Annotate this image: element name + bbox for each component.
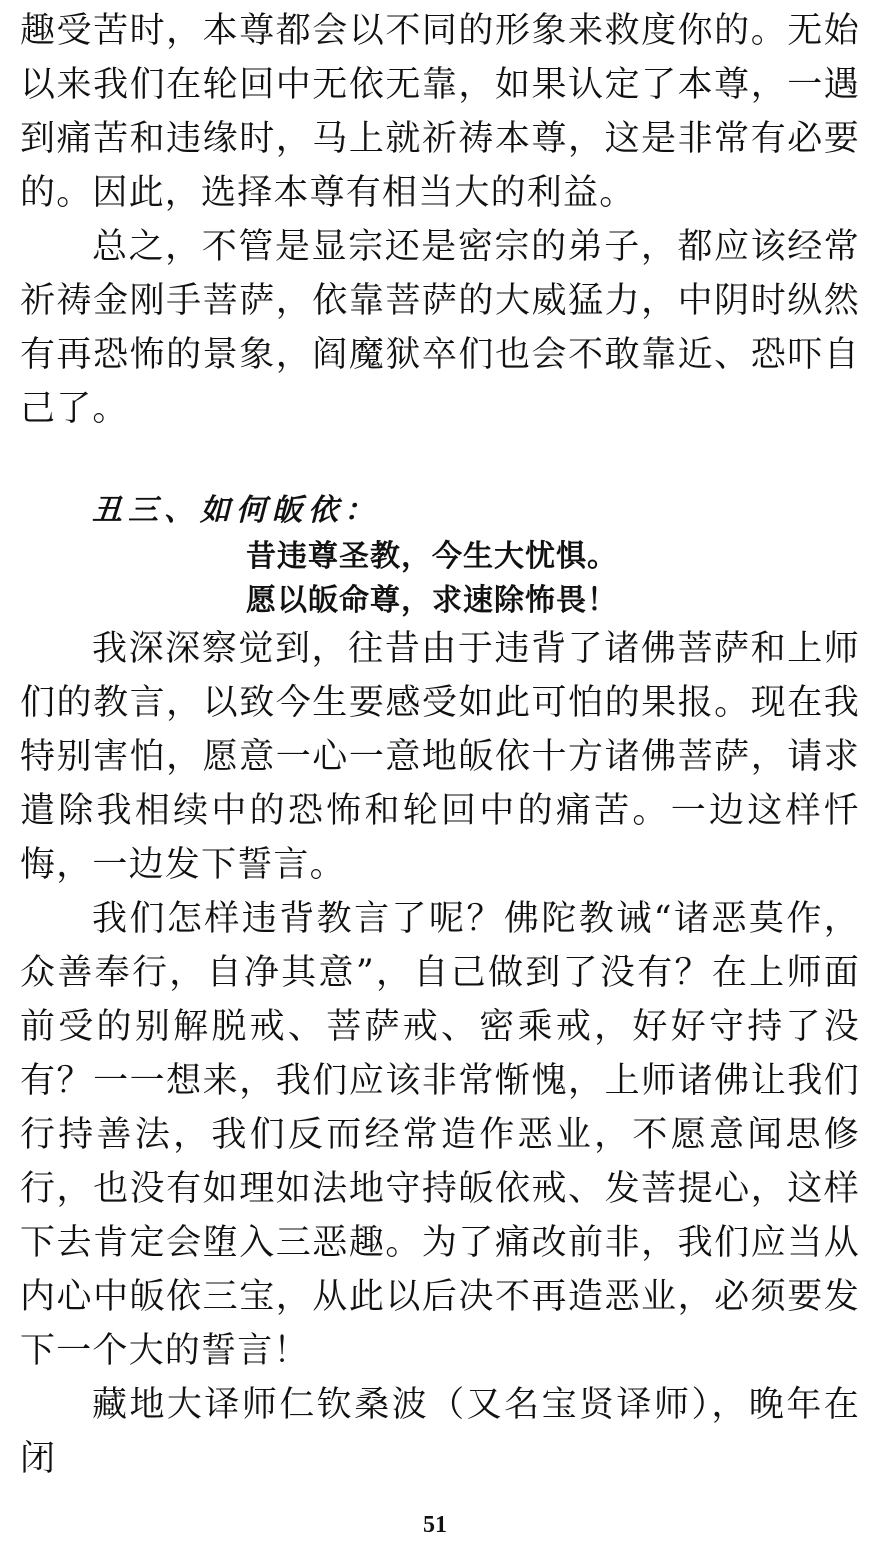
verse-line-1: 昔违尊圣教，今生大忧惧。 <box>246 539 618 574</box>
paragraph-commentary-2: 我们怎样违背教言了呢？佛陀教诫“诸恶莫作，众善奉行，自净其意”，自己做到了没有？在上师面前受的别解脱戒、菩萨戒、密乘戒，好好守持了没有？一一想来，我们应该非常惭愧，上师诸佛让我们行持善法，我们反而经常造作恶业，不愿意闻思修行，也没有如理如法地守持皈依戒、发菩提心，这样下去肯定会堕入三恶趣。为了痛改前非，我们应当从内心中皈依三宝，从此以后决不再造恶业，必须要发下一个大的誓言！ <box>20 899 860 1371</box>
section-heading: 丑三、如何皈依： <box>92 493 380 528</box>
page-number: 51 <box>423 1512 447 1538</box>
paragraph-conclusion: 总之，不管是显宗还是密宗的弟子，都应该经常祈祷金刚手菩萨，依靠菩萨的大威猛力，中阴时纵然有再恐怖的景象，阎魔狱卒们也会不敢靠近、恐吓自己了。 <box>20 227 860 429</box>
paragraph-commentary-1: 我深深察觉到，往昔由于违背了诸佛菩萨和上师们的教言，以致今生要感受如此可怕的果报。现在我特别害怕，愿意一心一意地皈依十方诸佛菩萨，请求遣除我相续中的恐怖和轮回中的痛苦。一边这样忏悔，一边发下誓言。 <box>20 629 860 885</box>
paragraph-commentary-3: 藏地大译师仁钦桑波（又名宝贤译师），晚年在闭 <box>20 1385 860 1479</box>
paragraph-continued: 趣受苦时，本尊都会以不同的形象来救度你的。无始以来我们在轮回中无依无靠，如果认定了本尊，一遇到痛苦和违缘时，马上就祈祷本尊，这是非常有必要的。因此，选择本尊有相当大的利益。 <box>20 11 860 213</box>
verse-line-2: 愿以皈命尊，求速除怖畏！ <box>246 583 618 618</box>
